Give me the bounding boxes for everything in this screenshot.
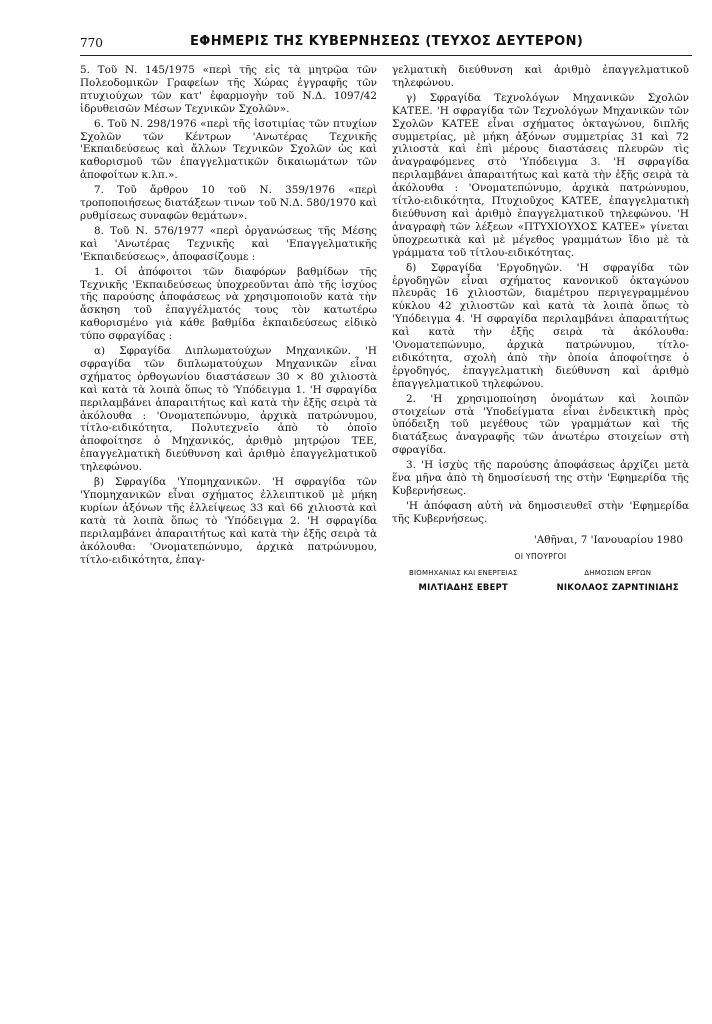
ministers-label: ΟΙ ΥΠΟΥΡΓΟΙ: [514, 551, 567, 561]
signature-right: [546, 567, 689, 595]
paragraph-item-6: 6. Τοῦ Ν. 298/1976 «περὶ τῆς ἰσοτιμίας τῶν πτυχίων Σχολῶν τῶν Κέντρων 'Ανωτέρας Τεχνικῆς 'Εκπαιδεύσεως καὶ ἄλλων Τεχνικῶν Σχολῶν ὡς καὶ καθορισμοῦ τῶν ἐπαγγελματικῶν δικαιωμάτων τῶν ἀποφοίτων κ.λπ.».: [80, 117, 377, 182]
paragraph-item-5: 5. Τοῦ Ν. 145/1975 «περὶ τῆς εἰς τὰ μητρῷα τῶν Πολεοδομικῶν Γραφείων τῆς Χώρας ἐγγραφῆς τῶν πτυχιούχων τῶν κατ' ἐφαρμογὴν τοῦ Ν.Δ. 1097/42 ἱδρυθεισῶν Μέσων Τεχνικῶν Σχολῶν».: [80, 64, 377, 115]
page-number: 770: [80, 36, 103, 50]
paragraph-seal-d: δ) Σφραγίδα 'Εργοδηγῶν. 'Η σφραγίδα τῶν ἐργοδηγῶν εἶναι σχήματος κανονικοῦ ὀκταγώνου πλευρᾶς 16 χιλιοστῶν, διαμέτρου περιγεγραμμένου κύκλου 42 χιλιοστῶν καὶ κατὰ τὰ λοιπὰ ὅπως τὸ 'Υπόδειγμα 4. 'Η σφραγίδα περιλαμβάνει ἀπαραιτήτως καὶ κατὰ τὴν ἑξῆς σειρὰ τὰ ἀκόλουθα: 'Ονοματεπώνυμο, ἀρχικὰ πατρώνυμου, τίτλο-ειδικότητα, σχολὴ ἀπὸ τὴν ὁποία ἀποφοίτησε ὁ ἐργοδηγός, ἐπαγγελματικὴ διεύθυνση καὶ ἀριθμὸ ἐπαγγελματικοῦ τηλεφώνου.: [392, 261, 689, 390]
page-header: [80, 34, 692, 56]
paragraph-seal-c: γ) Σφραγίδα Τεχνολόγων Μηχανικῶν Σχολῶν ΚΑΤΕΕ. 'Η σφραγίδα τῶν Τεχνολόγων Μηχανικῶν τῶν Σχολῶν ΚΑΤΕΕ εἶναι σχήματος ὀκταγώνου, διπλῆς συμμετρίας, μὲ μήκη ἀξόνων συμμετρίας 31 καὶ 72 χιλιοστὰ καὶ ἐπὶ μέρους διαστάσεις πλευρῶν τὶς ἀναγραφόμενες στὸ 'Υπόδειγμα 3. 'Η σφραγίδα περιλαμβάνει ἀπαραιτήτως καὶ κατὰ τὴν ἑξῆς σειρὰ τὰ ἀκόλουθα : 'Ονοματεπώνυμο, ἀρχικὰ πατρώνυμου, τίτλο-ειδικότητα, Πτυχιοῦχος ΚΑΤΕΕ, ἐπαγγελματικὴ διεύθυνση καὶ ἀριθμὸ ἐπαγγελματικοῦ τηλεφώνου. 'Η ἀναγραφὴ τῶν λέξεων «ΠΤΥΧΙΟΥΧΟΣ ΚΑΤΕΕ» γίνεται ὑποχρεωτικὰ καὶ μὲ μέγεθος γραμμάτων ἴδιο μὲ τὰ γράμματα τοῦ τίτλου-ειδικότητας.: [392, 91, 689, 259]
signature-block: [392, 567, 689, 595]
paragraph-article-3: 3. 'Η ἰσχὺς τῆς παρούσης ἀποφάσεως ἀρχίζει μετὰ ἕνα μῆνα ἀπὸ τὴ δημοσίευσή της στὴν 'Εφημερίδα τῆς Κυβερνήσεως.: [392, 459, 689, 497]
paragraph-article-2: 2. 'Η χρησιμοποίηση ὀνομάτων καὶ λοιπῶν στοιχείων στὰ 'Υποδείγματα εἶναι ἐνδεικτικὴ πρὸς ὑπόδειξη τοῦ μεγέθους τῶν γραμμάτων καὶ τῆς διατάξεως ἀναγραφῆς τῶν ἀνωτέρω στοιχείων στὴ σφραγίδα.: [392, 392, 689, 457]
left-column: [80, 64, 377, 568]
ministry-public-works: ΔΗΜΟΣΙΩΝ ΕΡΓΩΝ: [584, 568, 652, 577]
signature-date: 'Αθῆναι, 7 'Ιανουαρίου 1980: [533, 533, 683, 546]
signature-left: [392, 567, 535, 595]
right-column: [392, 64, 689, 594]
paragraph-item-8: 8. Τοῦ Ν. 576/1977 «περὶ ὀργανώσεως τῆς Μέσης καὶ 'Ανωτέρας Τεχνικῆς καὶ 'Επαγγελματικῆς 'Εκπαιδεύσεως», ἀποφασίζουμε :: [80, 224, 377, 263]
paragraph-continuation: γελματικὴ διεύθυνση καὶ ἀριθμὸ ἐπαγγελματικοῦ τηλεφώνου.: [392, 64, 689, 89]
paragraph-seal-a: α) Σφραγίδα Διπλωματούχων Μηχανικῶν. 'Η σφραγίδα τῶν διπλωματούχων Μηχανικῶν εἶναι σχήματος ὀρθογωνίου διαστάσεων 30 × 80 χιλιοστὰ καὶ κατὰ τὰ λοιπὰ ὅπως τὸ 'Υπόδειγμα 1. 'Η σφραγίδα περιλαμβάνει ἀπαραιτήτως καὶ κατὰ τὴν ἑξῆς σειρὰ τὰ ἀκόλουθα : 'Ονοματεπώνυμο, ἀρχικὰ πατρώνυμου, τίτλο-ειδικότητα, Πολυτεχνεῖο ἀπὸ τὸ ὁποῖο ἀποφοίτησε ὁ Μηχανικός, ἀριθμὸ μητρῴου ΤΕΕ, ἐπαγγελματικὴ διεύθυνση καὶ ἀριθμὸ ἐπαγγελματικοῦ τηλεφώνου.: [80, 345, 377, 474]
gazette-title: ΕΦΗΜΕΡΙΣ ΤΗΣ ΚΥΒΕΡΝΗΣΕΩΣ (ΤΕΥΧΟΣ ΔΕΥΤΕΡΟΝ): [190, 34, 584, 49]
minister-name-left: ΜΙΛΤΙΑΔΗΣ ΕΒΕΡΤ: [418, 582, 509, 593]
ministry-industry-energy: ΒΙΟΜΗΧΑΝΙΑΣ ΚΑΙ ΕΝΕΡΓΕΙΑΣ: [408, 568, 518, 577]
header-rule: [80, 55, 692, 56]
paragraph-item-7: 7. Τοῦ ἄρθρου 10 τοῦ Ν. 359/1976 «περὶ τροποποιήσεως διατάξεων τινων τοῦ Ν.Δ. 580/1970 καὶ ρυθμίσεως συναφῶν θεμάτων».: [80, 184, 377, 222]
minister-name-right: ΝΙΚΟΛΑΟΣ ΖΑΡΝΤΙΝΙΔΗΣ: [556, 582, 679, 593]
paragraph-seal-b: β) Σφραγίδα 'Υπομηχανικῶν. 'Η σφραγίδα τῶν 'Υπομηχανικῶν εἶναι σχήματος ἐλλειπτικοῦ μὲ μήκη κυρίων ἀξόνων τῆς ἐλλείψεως 33 καὶ 66 χιλιοστὰ καὶ κατὰ τὰ λοιπὰ ὅπως τὸ 'Υπόδειγμα 2. 'Η σφραγίδα περιλαμβάνει ἀπαραιτήτως καὶ κατὰ τὴν ἑξῆς σειρὰ τὰ ἀκόλουθα: 'Ονοματεπώνυμο, ἀρχικὰ πατρώνυμου, τίτλο-ειδικότητα, ἐπαγ-: [80, 476, 377, 566]
paragraph-publication: 'Η ἀπόφαση αὐτὴ νὰ δημοσιευθεῖ στὴν 'Εφημερίδα τῆς Κυβερνήσεως.: [392, 499, 689, 525]
paragraph-article-1: 1. Οἱ ἀπόφοιτοι τῶν διαφόρων βαθμίδων τῆς Τεχνικῆς 'Εκπαιδεύσεως ὑποχρεοῦνται ἀπὸ τῆς ἰσχύος τῆς παρούσης ἀποφάσεως νὰ χρησιμοποιοῦν κατὰ τὴν ἄσκηση τοῦ ἐπαγγέλματός τους τὸν κατωτέρω καθορισμένο γιὰ κάθε βαθμίδα ἐκπαιδεύσεως εἰδικὸ τύπο σφραγίδας :: [80, 265, 377, 343]
